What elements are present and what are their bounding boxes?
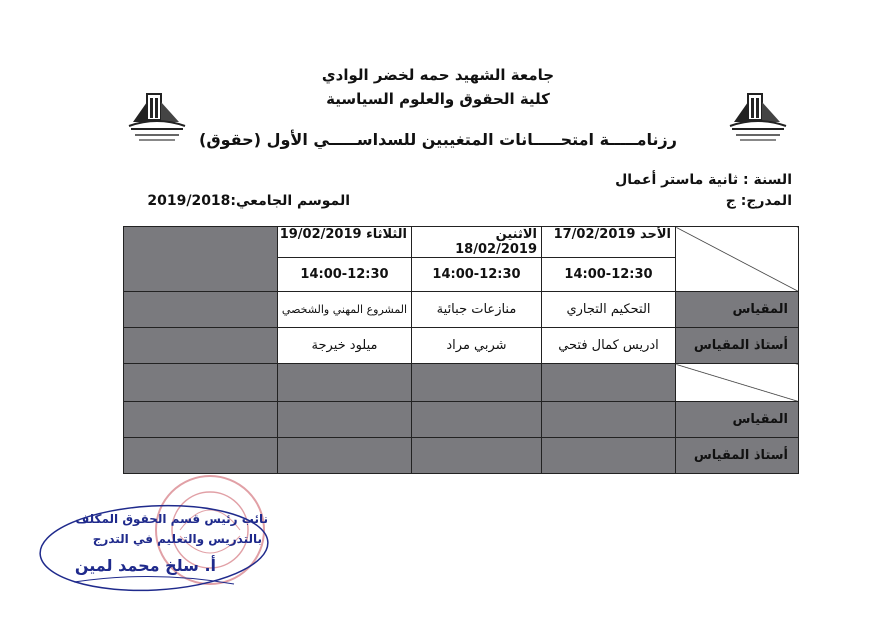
exam-schedule-table — [123, 226, 799, 474]
academic-season: الموسم الجامعي:2019/2018 — [147, 193, 350, 209]
day-header: الأحد 17/02/2019 — [542, 227, 676, 258]
table-row — [124, 328, 799, 364]
table-row — [124, 227, 799, 258]
shaded-cell — [542, 402, 676, 438]
subject-cell: المشروع المهني والشخصي — [278, 292, 412, 328]
study-year: السنة : ثانية ماستر أعمال — [615, 172, 792, 188]
subject-cell: التحكيم التجاري — [542, 292, 676, 328]
signature-title: نائب رئيس قسم الحقوق المكلف — [75, 512, 268, 526]
time-slot: 14:00-12:30 — [412, 258, 542, 292]
shaded-cell — [412, 402, 542, 438]
shaded-cell — [124, 328, 278, 364]
faculty-name: كلية الحقوق والعلوم السياسية — [326, 90, 550, 108]
shaded-cell — [412, 438, 542, 474]
row-label-teacher: أستاذ المقياس — [676, 328, 799, 364]
row-label-subject: المقياس — [676, 402, 799, 438]
shaded-cell — [124, 227, 278, 292]
corner-cell — [676, 364, 799, 402]
shaded-cell — [542, 438, 676, 474]
teacher-cell: شربي مراد — [412, 328, 542, 364]
shaded-cell — [542, 364, 676, 402]
row-label-teacher: أستاذ المقياس — [676, 438, 799, 474]
table-row — [124, 438, 799, 474]
teacher-cell: ادريس كمال فتحي — [542, 328, 676, 364]
shaded-cell — [124, 292, 278, 328]
day-header: الثلاثاء 19/02/2019 — [278, 227, 412, 258]
day-header: الاثنين 18/02/2019 — [412, 227, 542, 258]
subject-cell: منازعات جبائية — [412, 292, 542, 328]
table-row — [124, 402, 799, 438]
exam-hall: المدرج: ج — [725, 193, 792, 209]
table-row — [124, 292, 799, 328]
shaded-cell — [124, 402, 278, 438]
document-title: رزنامـــــة امتحـــــانات المتغيبين للسداســـــي الأول (حقوق) — [199, 130, 677, 149]
shaded-cell — [124, 364, 278, 402]
shaded-cell — [278, 364, 412, 402]
signature-subtitle: بالتدريس والتعليم في التدرج — [92, 532, 262, 546]
signature-name: أ. سلخ محمد لمين — [74, 556, 216, 575]
university-name: جامعة الشهيد حمه لخضر الوادي — [321, 66, 555, 84]
corner-cell — [676, 227, 799, 292]
time-slot: 14:00-12:30 — [542, 258, 676, 292]
shaded-cell — [124, 438, 278, 474]
row-label-subject: المقياس — [676, 292, 799, 328]
table-row — [124, 364, 799, 402]
teacher-cell: ميلود خيرجة — [278, 328, 412, 364]
shaded-cell — [278, 402, 412, 438]
shaded-cell — [278, 438, 412, 474]
shaded-cell — [412, 364, 542, 402]
time-slot: 14:00-12:30 — [278, 258, 412, 292]
